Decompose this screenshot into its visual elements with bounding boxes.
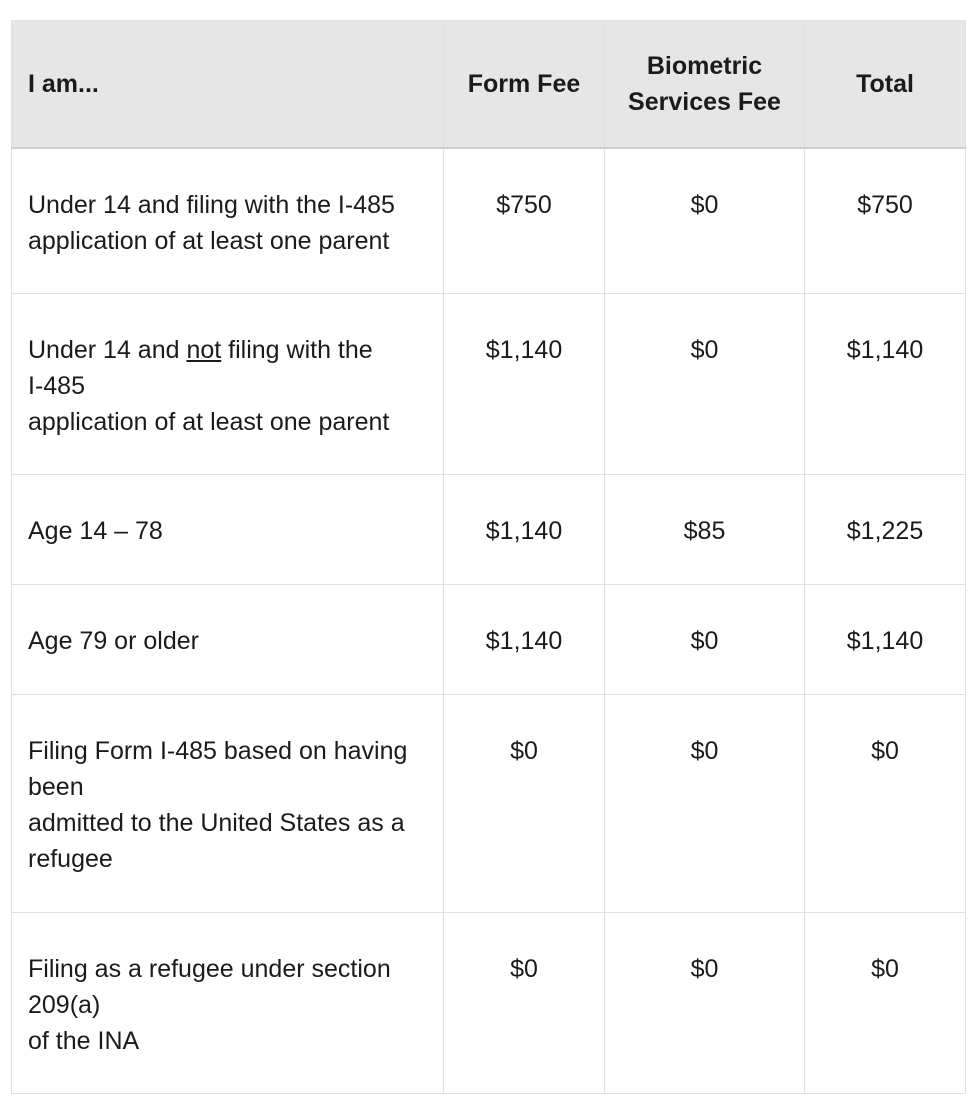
header-biometric-line2: Services Fee [628,88,781,116]
description-line: been [28,773,84,801]
header-biometric-fee [605,21,805,149]
total-cell: $0 [805,913,966,1094]
total-cell: $1,140 [805,585,966,695]
description-line [28,332,427,368]
form-fee-cell: $1,140 [444,294,605,475]
biometric-fee-cell: $0 [605,913,805,1094]
biometric-fee-cell: $0 [605,148,805,294]
table-row [12,294,966,475]
total-cell: $750 [805,148,966,294]
table-row [12,585,966,695]
total-cell: $0 [805,695,966,913]
description-line: I-485 [28,372,85,400]
biometric-fee-cell: $85 [605,475,805,585]
form-fee-cell: $1,140 [444,585,605,695]
table-row [12,475,966,585]
form-fee-cell: $1,140 [444,475,605,585]
row-description [12,294,444,475]
description-line: Filing as a refugee under section [28,955,391,983]
table-body [12,148,966,1094]
biometric-fee-cell: $0 [605,294,805,475]
description-line: application of at least one parent [28,227,390,255]
description-line: Age 14 – 78 [28,517,163,545]
row-description [12,695,444,913]
form-fee-cell: $750 [444,148,605,294]
table-header [12,21,966,149]
form-fee-cell: $0 [444,695,605,913]
form-fee-cell: $0 [444,913,605,1094]
biometric-fee-cell: $0 [605,585,805,695]
description-line: of the INA [28,1027,140,1055]
fee-table [11,20,966,1094]
description-line: application of at least one parent [28,408,390,436]
table-row [12,695,966,913]
description-line: 209(a) [28,991,101,1019]
description-line: Age 79 or older [28,627,199,655]
description-line: admitted to the United States as a [28,809,405,837]
header-biometric-line1: Biometric [646,52,763,80]
description-prefix: Under 14 and [28,336,187,364]
header-total: Total [805,21,966,149]
row-description [12,913,444,1094]
description-underlined-not: not [186,336,222,364]
table-row [12,148,966,294]
header-i-am: I am... [12,21,444,149]
description-line: Under 14 and filing with the I-485 [28,191,395,219]
table-row [12,913,966,1094]
total-cell: $1,225 [805,475,966,585]
biometric-fee-cell: $0 [605,695,805,913]
row-description [12,148,444,294]
total-cell: $1,140 [805,294,966,475]
header-row [12,21,966,149]
header-form-fee: Form Fee [444,21,605,149]
description-line: Filing Form I-485 based on having [28,737,408,765]
row-description [12,585,444,695]
description-line: refugee [28,845,113,873]
row-description [12,475,444,585]
description-suffix: filing with the [221,336,373,364]
